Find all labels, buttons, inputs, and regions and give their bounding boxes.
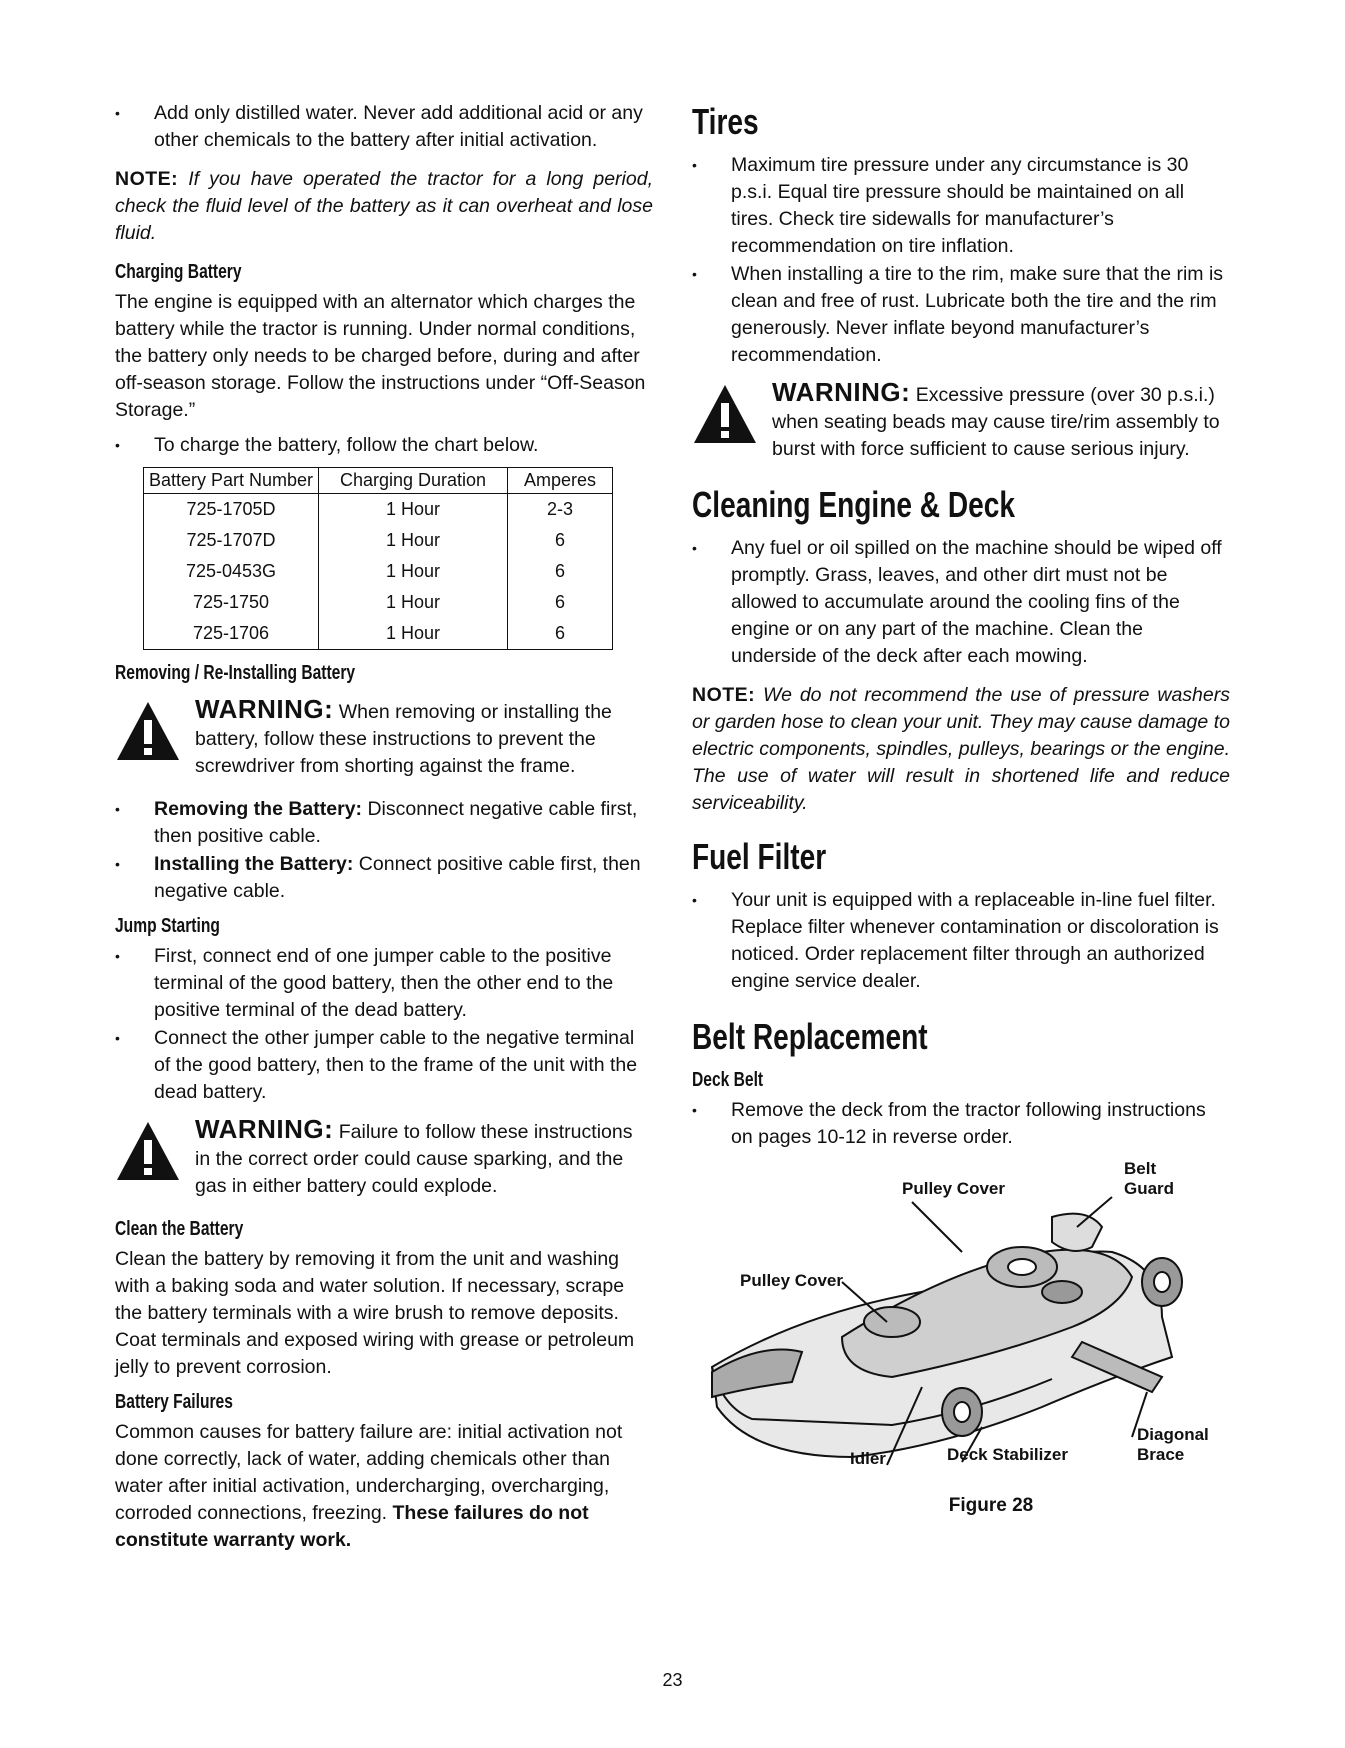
table-header: Charging Duration (319, 468, 508, 494)
note-text: We do not recommend the use of pressure washers or garden hose to clean your unit. They may cause damage to electric components, spindles, pulleys, bearings or the engine. The use of water will result in shortened life and reduce serviceability. (692, 684, 1230, 814)
warning-title: WARNING: (772, 377, 911, 407)
failures-paragraph (115, 1419, 653, 1554)
warning-body: Excessive pressure (over 30 p.s.i.) when seating beads may cause tire/rim assembly to burst with force sufficient to cause serious injury. (772, 384, 1220, 460)
table-cell: 6 (508, 525, 613, 556)
warning-title: WARNING: (195, 694, 334, 724)
failures-bold: These failures do not constitute warranty work. (115, 1502, 589, 1551)
heading-charging-battery: Charging Battery (115, 261, 242, 283)
heading-fuel-filter: Fuel Filter (692, 836, 827, 877)
list-item: • When installing a tire to the rim, make sure that the rim is clean and free of rust. Lubricate both the tire and the rim generously. Never inflate beyond manufacturer’s recommendation. (692, 261, 1230, 369)
list-item: • Connect the other jumper cable to the negative terminal of the good battery, then to the frame of the unit with the dead battery. (115, 1025, 653, 1106)
note-label: NOTE: (115, 168, 179, 190)
heading-cleaning-engine-deck: Cleaning Engine & Deck (692, 484, 1015, 525)
warning-tires (692, 379, 1230, 469)
warning-title: WARNING: (195, 1114, 334, 1144)
table-cell: 725-1707D (144, 525, 319, 556)
label-deck-stabilizer: Deck Stabilizer (947, 1445, 1068, 1464)
table-cell: 6 (508, 587, 613, 618)
note-fluid (115, 166, 653, 247)
label-pulley-cover-left: Pulley Cover (740, 1271, 843, 1290)
heading-belt-replacement: Belt Replacement (692, 1016, 928, 1057)
table-cell: 725-1705D (144, 494, 319, 526)
heading-tires: Tires (692, 101, 759, 142)
figure-28-deck-diagram (692, 1157, 1230, 1487)
label-belt-guard-1: Belt (1124, 1159, 1157, 1178)
distilled-list (115, 100, 653, 154)
list-item-bold: Installing the Battery: (154, 853, 354, 875)
warning-body: When removing or installing the battery, follow these instructions to prevent the screwdriver from shorting against the frame. (195, 701, 612, 777)
warning-text (772, 379, 1230, 463)
list-item: • To charge the battery, follow the chart below. (115, 432, 653, 459)
table-cell: 725-1706 (144, 618, 319, 650)
note-label: NOTE: (692, 684, 756, 706)
warning-removing (115, 696, 653, 786)
fuel-list (692, 887, 1230, 995)
table-cell: 6 (508, 618, 613, 650)
table-row (144, 556, 613, 587)
clean-paragraph: Clean the battery by removing it from the unit and washing with a baking soda and water solution. If necessary, scrape the battery terminals with a wire brush to remove deposits. Coat terminals and exposed wiring with grease or petroleum jelly to prevent corrosion. (115, 1248, 635, 1378)
tires-list (692, 152, 1230, 369)
table-cell: 2-3 (508, 494, 613, 526)
list-item (115, 851, 653, 905)
heading-removing-battery: Removing / Re-Installing Battery (115, 662, 356, 684)
table-row (144, 525, 613, 556)
list-item: • Remove the deck from the tractor following instructions on pages 10-12 in reverse order. (692, 1097, 1230, 1151)
page-number: 23 (662, 1670, 683, 1690)
list-item: • First, connect end of one jumper cable to the positive terminal of the good battery, then the other end to the positive terminal of the dead battery. (115, 943, 653, 1024)
list-item: • Add only distilled water. Never add additional acid or any other chemicals to the battery after initial activation. (115, 100, 653, 154)
list-item-bold: Removing the Battery: (154, 798, 363, 820)
note-text: If you have operated the tractor for a long period, check the fluid level of the battery as it can overheat and lose fluid. (115, 168, 653, 244)
table-cell: 1 Hour (319, 556, 508, 587)
figure-caption: Figure 28 (948, 1495, 1034, 1516)
table-cell: 725-1750 (144, 587, 319, 618)
warning-triangle-icon (692, 383, 758, 445)
list-item-text: Disconnect negative cable first, then positive cable. (154, 798, 638, 847)
heading-deck-belt: Deck Belt (692, 1069, 764, 1091)
table-header: Amperes (508, 468, 613, 494)
list-item: • Any fuel or oil spilled on the machine should be wiped off promptly. Grass, leaves, and other dirt must not be allowed to accumulate around the cooling fins of the engine or on any part of the machine. Clean the underside of the deck after each mowing. (692, 535, 1230, 670)
table-header: Battery Part Number (144, 468, 319, 494)
right-column (692, 100, 1230, 1517)
warning-text (195, 696, 653, 780)
list-item (115, 796, 653, 850)
cleaning-list (692, 535, 1230, 670)
list-item-text: Connect positive cable first, then negative cable. (154, 853, 641, 902)
label-diagonal-1: Diagonal (1137, 1425, 1209, 1444)
heading-battery-failures: Battery Failures (115, 1391, 233, 1413)
warning-body: Failure to follow these instructions in the correct order could cause sparking, and the gas in either battery could explode. (195, 1121, 633, 1197)
label-idler: Idler (850, 1449, 886, 1468)
charging-paragraph: The engine is equipped with an alternator which charges the battery while the tractor is running. Under normal conditions, the battery only needs to be charged before, during and after off-season storage. Follow the instructions under “Off-Season Storage.” (115, 291, 646, 421)
table-cell: 6 (508, 556, 613, 587)
table-cell: 1 Hour (319, 587, 508, 618)
table-row (144, 494, 613, 526)
jump-list (115, 943, 653, 1106)
warning-triangle-icon (115, 1120, 181, 1182)
label-belt-guard-2: Guard (1124, 1179, 1175, 1198)
table-cell: 1 Hour (319, 618, 508, 650)
note-pressure-washer (692, 682, 1230, 817)
warning-triangle-icon (115, 700, 181, 762)
belt-list (692, 1097, 1230, 1151)
failures-text: Common causes for battery failure are: initial activation not done correctly, lack of water, adding chemicals other than water after initial activation, undercharging, overcharging, corroded connections, freezing. (115, 1421, 623, 1524)
removing-list (115, 796, 653, 905)
table-cell: 1 Hour (319, 525, 508, 556)
table-cell: 725-0453G (144, 556, 319, 587)
label-pulley-cover-top: Pulley Cover (902, 1179, 1005, 1198)
table-row (144, 587, 613, 618)
heading-clean-battery: Clean the Battery (115, 1218, 244, 1240)
left-column (115, 100, 653, 1554)
table-row (144, 618, 613, 650)
heading-jump-starting: Jump Starting (115, 915, 220, 937)
charging-table (143, 467, 613, 650)
list-item: • Your unit is equipped with a replaceable in-line fuel filter. Replace filter whenever contamination or discoloration is noticed. Order replacement filter through an authorized engine service dealer. (692, 887, 1230, 995)
table-cell: 1 Hour (319, 494, 508, 526)
list-item: • Maximum tire pressure under any circumstance is 30 p.s.i. Equal tire pressure should be maintained on all tires. Check tire sidewalls for manufacturer’s recommendation on tire inflation. (692, 152, 1230, 260)
charging-list (115, 432, 653, 459)
label-diagonal-2: Brace (1137, 1445, 1185, 1464)
warning-jump (115, 1116, 653, 1206)
table-header-row (144, 468, 613, 494)
warning-text (195, 1116, 653, 1200)
